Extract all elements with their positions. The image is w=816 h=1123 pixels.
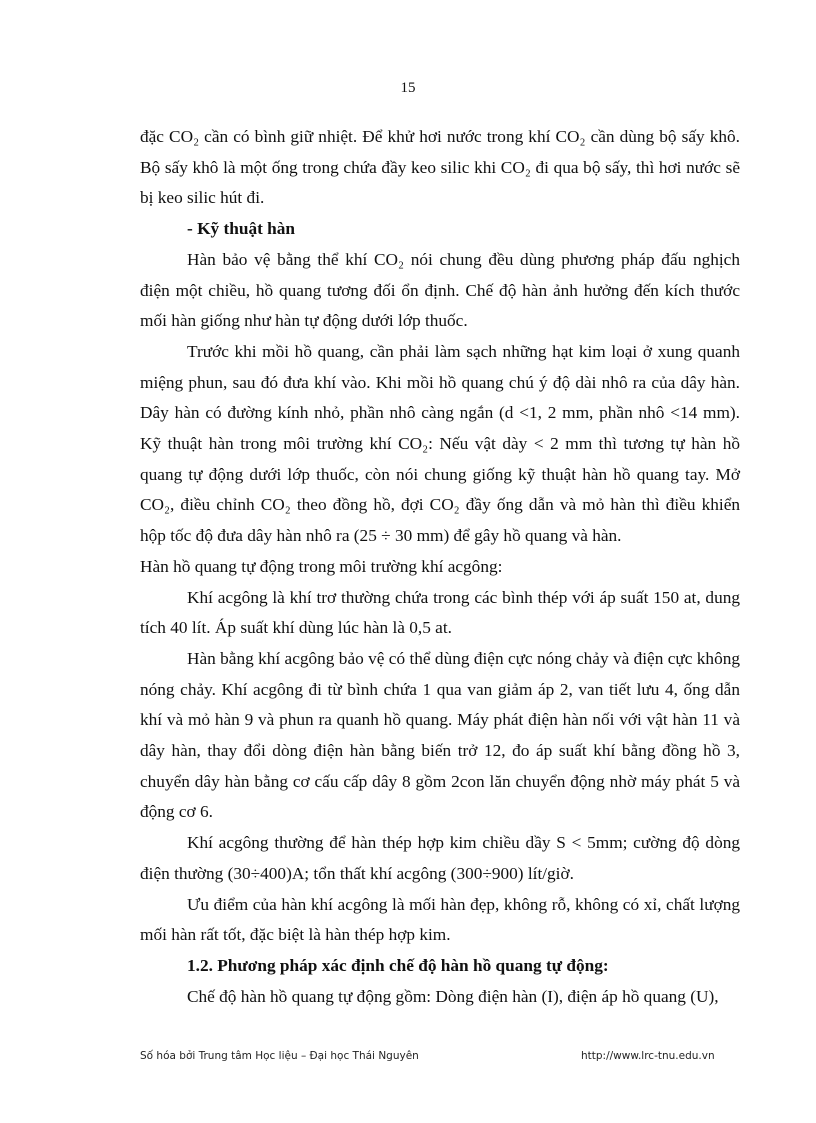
paragraph: đặc CO₂ cần có bình giữ nhiệt. Để khử hơi nước trong khí CO₂ cần dùng bộ sấy khô. Bộ sấy khô là một ống trong chứa đầy keo silic khi CO₂ đi qua bộ sấy, thì hơi nước sẽ bị keo silic hút đi. <box>140 127 740 208</box>
document-body <box>140 122 740 1012</box>
page-number: 15 <box>400 80 416 96</box>
paragraph: Khí acgông thường để hàn thép hợp kim chiều dầy S < 5mm; cường độ dòng điện thường (30÷400)A; tổn thất khí acgông (300÷900) lít/giờ. <box>140 833 740 883</box>
paragraph: Hàn bằng khí acgông bảo vệ có thể dùng điện cực nóng chảy và điện cực không nóng chảy. Khí acgông đi từ bình chứa 1 qua van giảm áp 2, van tiết lưu 4, ống dẫn khí và mỏ hàn 9 và phun ra quanh hồ quang. Máy phát điện hàn nối với vật hàn 11 và dây hàn, thay đổi dòng điện hàn bằng biến trở 12, đo áp suất khí bằng đồng hồ 3, chuyển dây hàn bằng cơ cấu cấp dây 8 gồm 2con lăn chuyển động nhờ máy phát 5 và động cơ 6. <box>140 648 740 822</box>
paragraph: Trước khi mồi hồ quang, cần phải làm sạch những hạt kim loại ở xung quanh miệng phun, sau đó đưa khí vào. Khi mồi hồ quang chú ý độ dài nhô ra của dây hàn. Dây hàn có đường kính nhỏ, phần nhô càng ngắn (d <1, 2 mm, phần nhô <14 mm). Kỹ thuật hàn trong môi trường khí CO₂: Nếu vật dày < 2 mm thì tương tự hàn hồ quang tự động dưới lớp thuốc, còn nói chung giống kỹ thuật hàn hồ quang tay. Mở CO₂, điều chỉnh CO₂ theo đồng hồ, đợi CO₂ đầy ống dẫn và mỏ hàn thì điều khiển hộp tốc độ đưa dây hàn nhô ra (25 ÷ 30 mm) để gây hồ quang và hàn. <box>140 341 740 546</box>
paragraph: Khí acgông là khí trơ thường chứa trong các bình thép với áp suất 150 at, dung tích 40 lít. Áp suất khí dùng lúc hàn là 0,5 at. <box>140 587 740 638</box>
section-heading: - Kỹ thuật hàn <box>187 219 296 239</box>
section-heading: 1.2. Phương pháp xác định chế độ hàn hồ quang tự động: <box>187 955 609 975</box>
paragraph: Hàn hồ quang tự động trong môi trường khí acgông: <box>140 556 503 576</box>
footer-source: Số hóa bởi Trung tâm Học liệu – Đại học Thái Nguyên <box>140 1050 419 1062</box>
footer-url: http://www.lrc-tnu.edu.vn <box>581 1050 715 1062</box>
paragraph: Hàn bảo vệ bằng thể khí CO₂ nói chung đều dùng phương pháp đấu nghịch điện một chiều, hồ quang tương đối ổn định. Chế độ hàn ảnh hưởng đến kích thước mối hàn giống như hàn tự động dưới lớp thuốc. <box>140 249 740 331</box>
paragraph: Chế độ hàn hồ quang tự động gồm: Dòng điện hàn (I), điện áp hồ quang (U), <box>187 986 719 1006</box>
paragraph: Ưu điểm của hàn khí acgông là mối hàn đẹp, không rỗ, không có xỉ, chất lượng mối hàn rất tốt, đặc biệt là hàn thép hợp kim. <box>140 894 740 945</box>
